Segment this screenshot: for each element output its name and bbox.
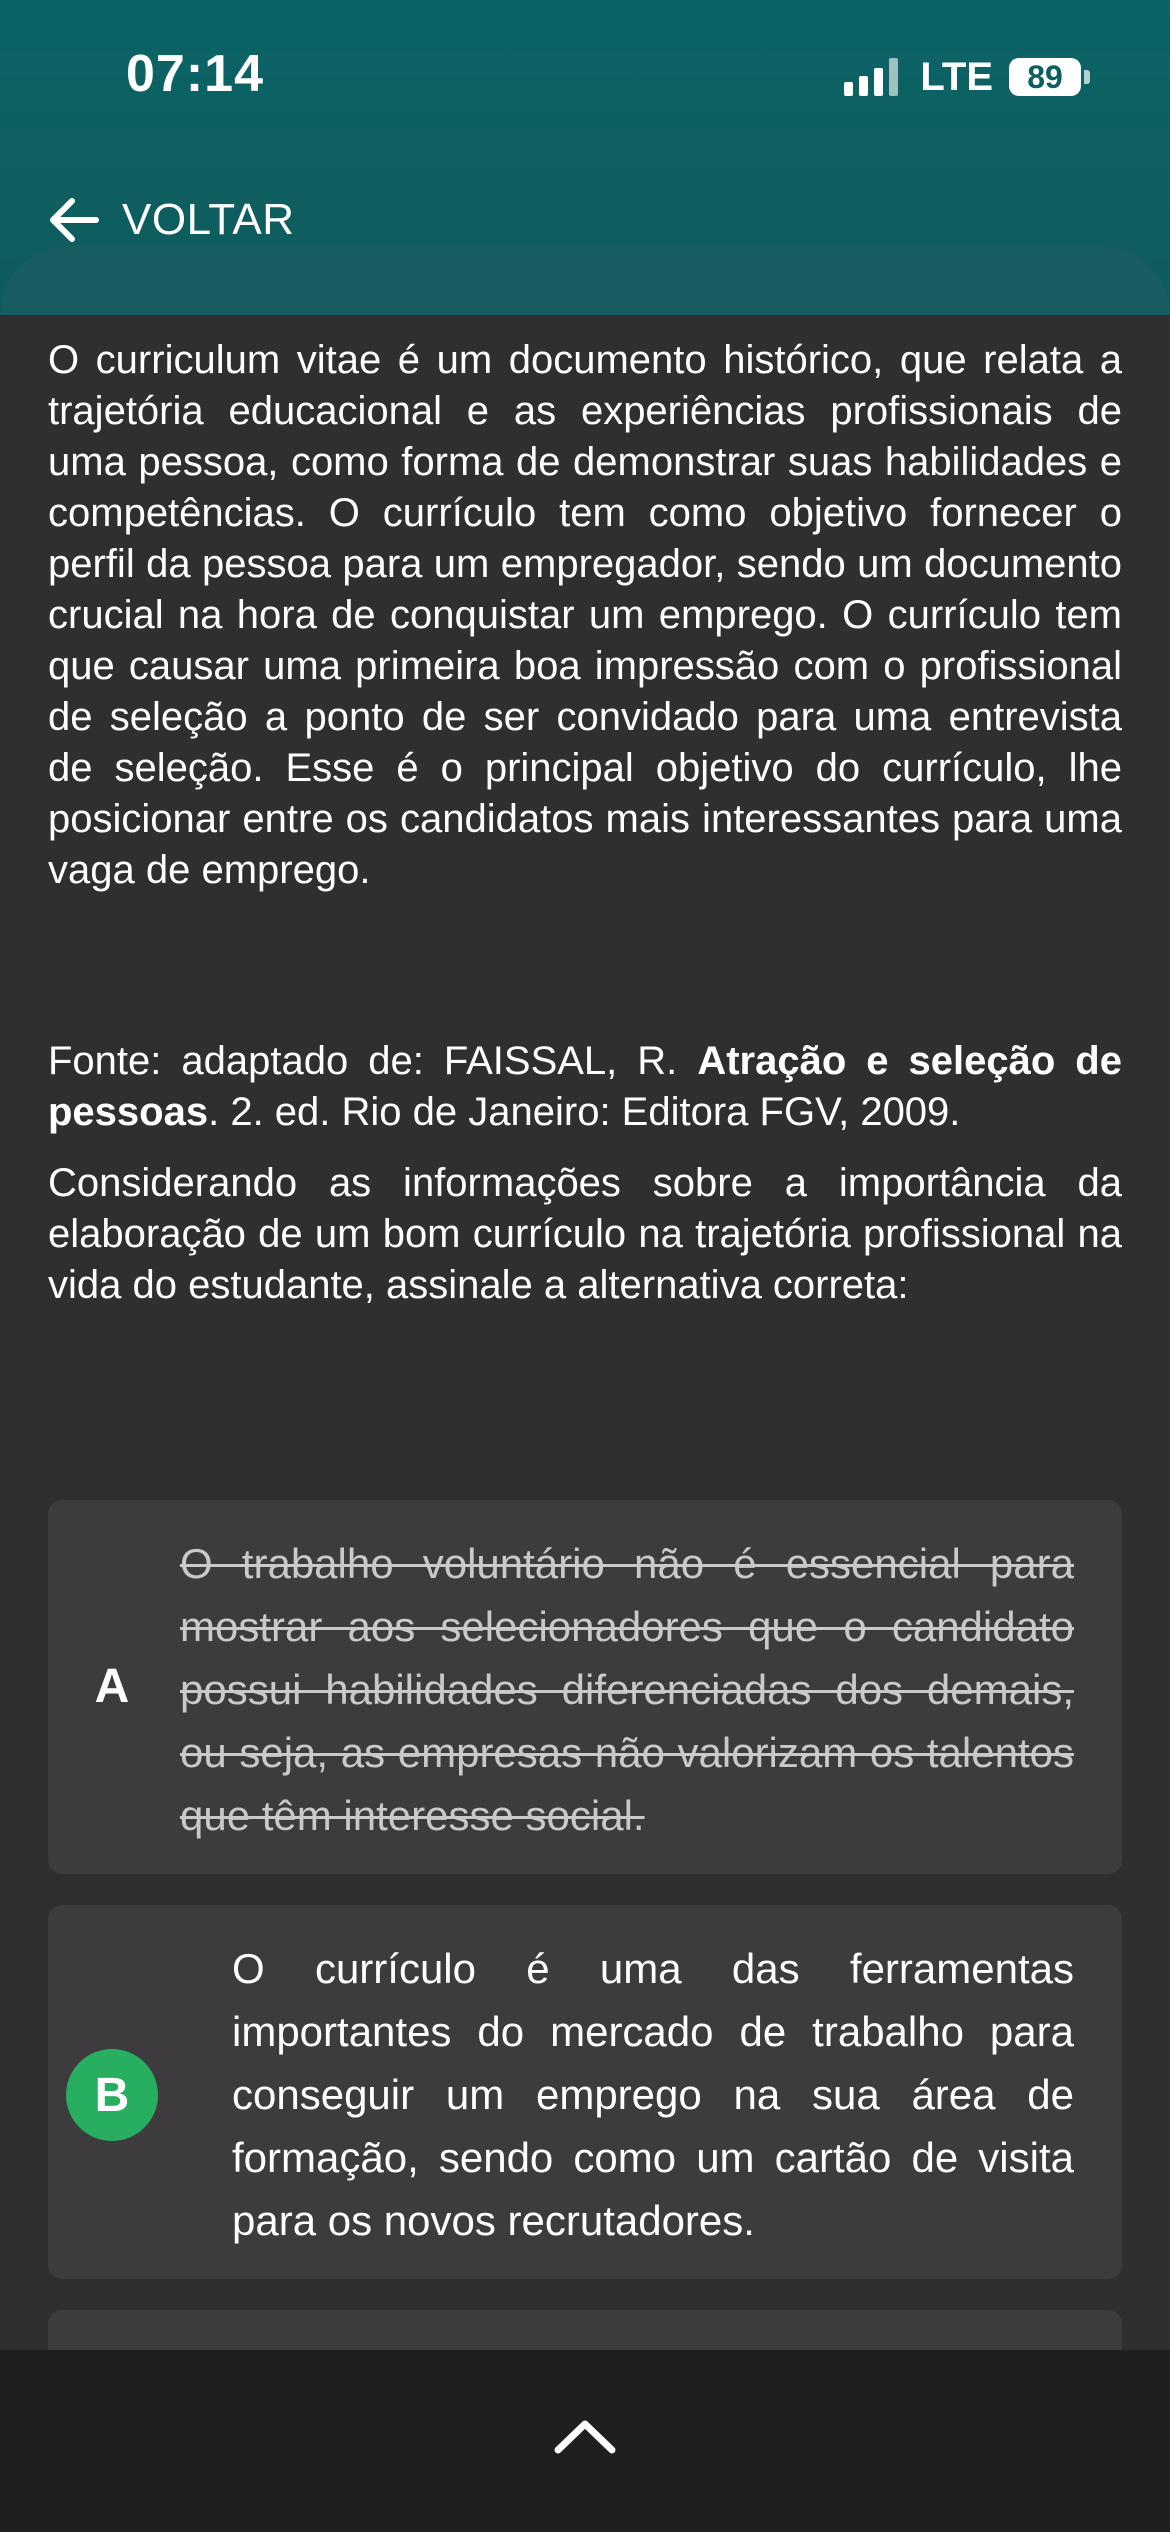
status-time: 07:14	[126, 45, 264, 103]
content-sheet-top	[0, 245, 1170, 315]
question-prompt: Considerando as informações sobre a importância da elaboração de um bom currículo na trajetória profissional na vida do estudante, assinale a alternativa correta:	[48, 1161, 1122, 1307]
status-indicators	[844, 52, 1090, 102]
source-suffix: . 2. ed. Rio de Janeiro: Editora FGV, 2009.	[208, 1090, 961, 1134]
option-b-badge: B	[66, 2049, 158, 2141]
question-source	[48, 1036, 1122, 1138]
battery-icon	[1009, 58, 1090, 96]
arrow-left-icon	[44, 190, 104, 250]
option-b-text: O currículo é uma das ferramentas importantes do mercado de trabalho para conseguir um emprego na sua área de formação, sendo como um cartão de visita para os novos recrutadores.	[232, 1945, 1074, 2244]
chevron-up-icon[interactable]	[550, 2410, 620, 2460]
source-prefix: Fonte: adaptado de: FAISSAL, R.	[48, 1039, 698, 1083]
option-a-text: O trabalho voluntário não é essencial para mostrar aos selecionadores que o candidato possui habilidades diferenciadas dos demais, ou seja, as empresas não valorizam os talentos que têm interesse social.	[180, 1540, 1074, 1839]
back-button[interactable]	[44, 190, 295, 250]
option-a[interactable]	[48, 1500, 1122, 1874]
question-paragraph: O curriculum vitae é um documento histórico, que relata a trajetória educacional e as experiências profissionais de uma pessoa, como forma de demonstrar suas habilidades e competências. O currículo tem como objetivo fornecer o perfil da pessoa para um empregador, sendo um documento crucial na hora de conquistar um emprego. O currículo tem que causar uma primeira boa impressão com o profissional de seleção a ponto de ser convidado para uma entrevista de seleção. Esse é o principal objetivo do currículo, lhe posicionar entre os candidatos mais interessantes para uma vaga de emprego.	[48, 338, 1122, 892]
back-label: VOLTAR	[122, 195, 295, 244]
battery-level: 89	[1009, 58, 1081, 96]
question-content	[48, 335, 1122, 1311]
option-b[interactable]	[48, 1905, 1122, 2279]
signal-icon	[844, 58, 904, 96]
option-a-letter: A	[94, 1659, 130, 1713]
source-title: Atração e seleção de pessoas	[48, 1039, 1122, 1134]
network-type: LTE	[920, 54, 993, 99]
